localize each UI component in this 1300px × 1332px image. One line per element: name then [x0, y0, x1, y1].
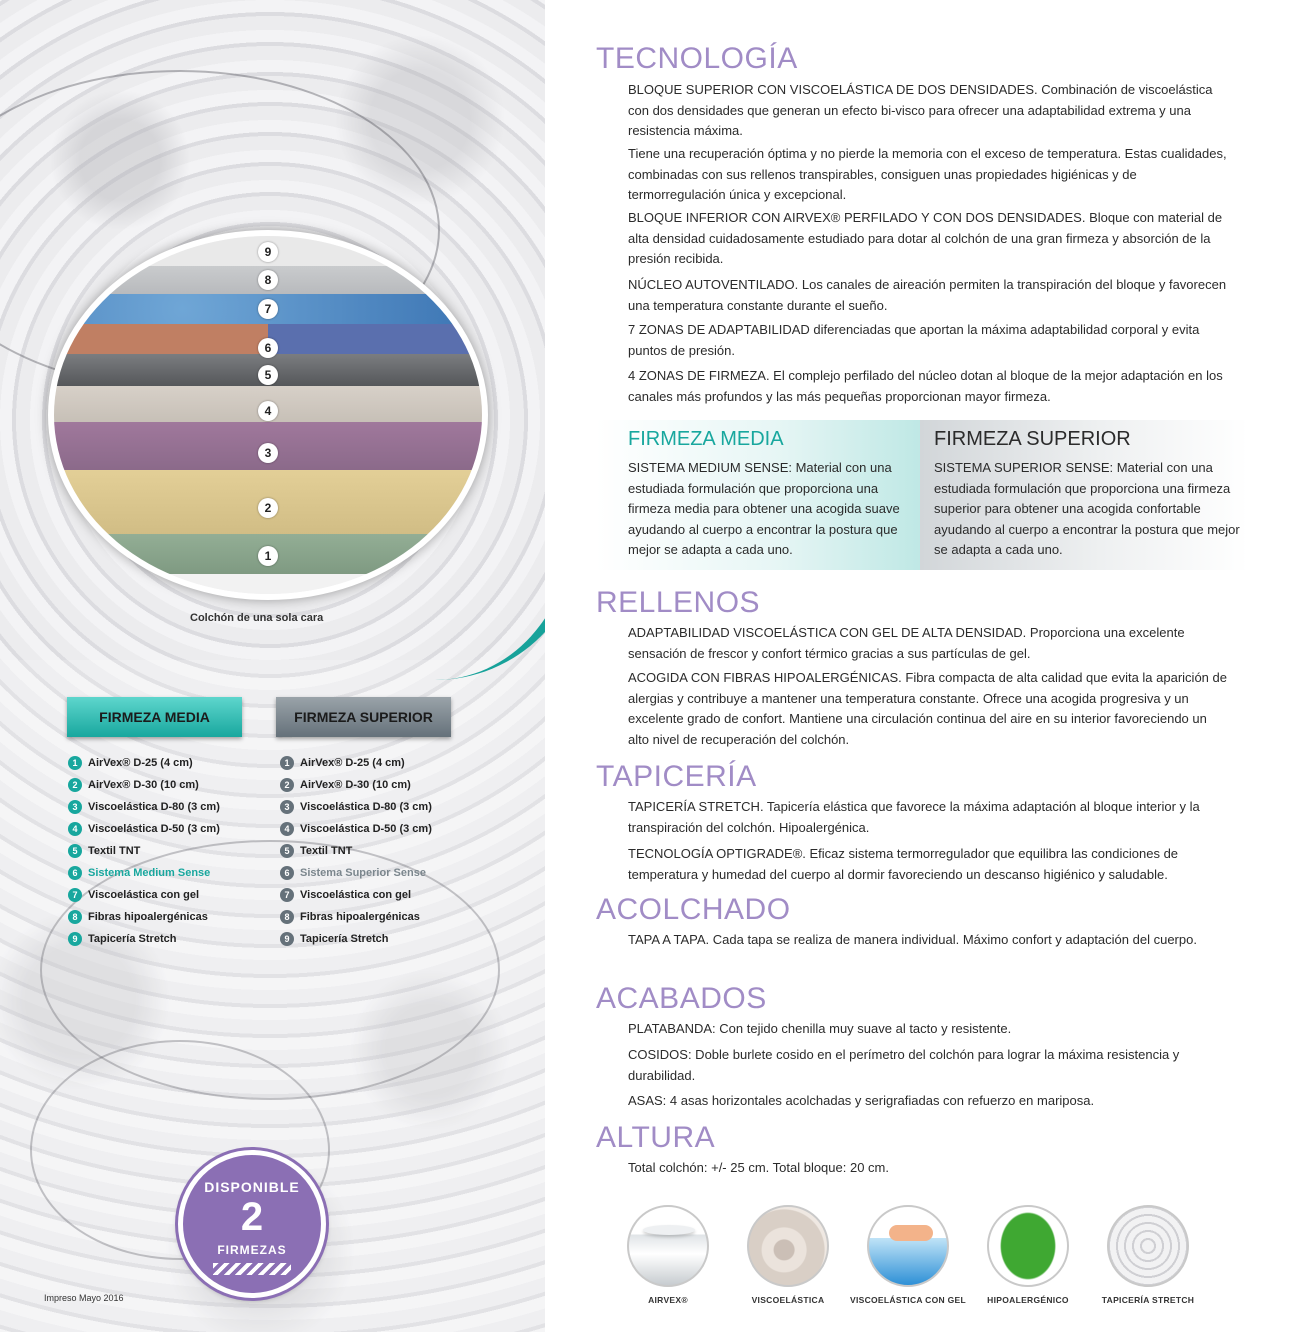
legend-label: Viscoelástica D-50 (3 cm): [88, 823, 220, 835]
legend-label: Viscoelástica D-50 (3 cm): [300, 823, 432, 835]
legend-media: [68, 752, 220, 950]
gel-icon: [867, 1205, 949, 1287]
rellenos-p2: ACOGIDA CON FIBRAS HIPOALERGÉNICAS. Fibra compacta de alta calidad que evita la aparición de alergias y contribuye a mantener una temperatura constante. Ofrece una acogida progresiva y un excelente grado de confort. Mantiene una circulación continua del aire en su interior favoreciendo un alto nivel de recuperación del colchón.: [628, 670, 1227, 747]
legend-number: 8: [68, 910, 82, 924]
base: [54, 574, 482, 600]
mattress-visual-panel: [0, 0, 545, 1332]
legend-label: AirVex® D-30 (10 cm): [300, 779, 411, 791]
feature-airvex: [608, 1205, 728, 1305]
badge-top-text: DISPONIBLE: [204, 1179, 300, 1195]
legend-item: [68, 752, 220, 774]
heading-acabados: ACABADOS: [596, 982, 767, 1015]
layer-number: 8: [258, 270, 278, 290]
legend-item: [68, 840, 220, 862]
legend-label: Textil TNT: [88, 845, 141, 857]
legend-item: [68, 906, 220, 928]
leaf-icon: [987, 1205, 1069, 1287]
firmeza-superior-panel: [920, 420, 1248, 570]
altura-p1: Total colchón: +/- 25 cm. Total bloque: 20 cm.: [628, 1160, 889, 1175]
legend-item: [68, 862, 220, 884]
legend-item: [68, 884, 220, 906]
legend-number: 6: [280, 866, 294, 880]
layer-number: 3: [258, 443, 278, 463]
feature-viscoelastica-gel: [848, 1205, 968, 1305]
legend-label: Tapicería Stretch: [88, 933, 177, 945]
feature-tapiceria-stretch: [1088, 1205, 1208, 1305]
tapiceria-p2: TECNOLOGÍA OPTIGRADE®. Eficaz sistema termorregulador que equilibra las condiciones de temperatura y humedad del cuerpo al dormir favoreciendo un descanso higiénico y saludable.: [628, 846, 1179, 882]
legend-label: AirVex® D-30 (10 cm): [88, 779, 199, 791]
legend-label: Tapicería Stretch: [300, 933, 389, 945]
legend-label: Viscoelástica con gel: [88, 889, 200, 901]
legend-label: AirVex® D-25 (4 cm): [88, 757, 193, 769]
feature-label: VISCOELÁSTICA CON GEL: [849, 1295, 967, 1305]
legend-item: [280, 928, 432, 950]
legend-number: 3: [68, 800, 82, 814]
legend-label: Viscoelástica D-80 (3 cm): [88, 801, 220, 813]
layers-cutaway: [48, 230, 488, 600]
legend-item: [68, 796, 220, 818]
legend-number: 7: [280, 888, 294, 902]
legend-item: [68, 818, 220, 840]
tecnologia-p2: Tiene una recuperación óptima y no pierde la memoria con el exceso de temperatura. Estas cualidades, combinadas con sus rellenos transpirables, consiguen unas propiedades higiénicas y de termorregulación única y excepcional.: [628, 146, 1227, 202]
legend-item: [280, 774, 432, 796]
layer-number: 7: [258, 299, 278, 319]
layer-number: 2: [258, 498, 278, 518]
layer-number: 4: [258, 401, 278, 421]
layer-number: 6: [258, 338, 278, 358]
legend-number: 6: [68, 866, 82, 880]
legend-number: 5: [280, 844, 294, 858]
feature-label: AIRVEX®: [648, 1295, 688, 1305]
legend-number: 4: [68, 822, 82, 836]
legend-number: 5: [68, 844, 82, 858]
acabados-p1: PLATABANDA: Con tejido chenilla muy suave al tacto y resistente.: [628, 1021, 1012, 1036]
tecnologia-p5: 7 ZONAS DE ADAPTABILIDAD diferenciadas que aportan la máxima adaptabilidad corporal y evita puntos de presión.: [628, 322, 1200, 358]
legend-number: 9: [280, 932, 294, 946]
legend-label: Textil TNT: [300, 845, 353, 857]
legend-label: Sistema Medium Sense: [88, 867, 211, 879]
legend-item: [280, 752, 432, 774]
feature-label: VISCOELÁSTICA: [751, 1295, 825, 1305]
feature-label: HIPOALERGÉNICO: [987, 1295, 1069, 1305]
legend-item: [280, 818, 432, 840]
legend-number: 3: [280, 800, 294, 814]
tecnologia-p6: 4 ZONAS DE FIRMEZA. El complejo perfilado del núcleo dotan al bloque de la mejor adaptación en los canales más profundos y las más pequeñas proporcionan mayor firmeza.: [628, 368, 1223, 404]
legend-label: Viscoelástica con gel: [300, 889, 412, 901]
lens-caption: Colchón de una sola cara: [190, 612, 324, 624]
legend-item: [68, 774, 220, 796]
tecnologia-p3: BLOQUE INFERIOR CON AIRVEX® PERFILADO Y CON DOS DENSIDADES. Bloque con material de alta densidad cuidadosamente estudiado para dotar al colchón de una gran firmeza y absorción de la presión recibida.: [628, 210, 1223, 266]
firmeza-superior-text: SISTEMA SUPERIOR SENSE: Material con una estudiada formulación que proporciona una firmeza superior para obtener una acogida confortable ayudando al cuerpo a encontrar la postura que mejor se adapta a cada uno.: [934, 460, 1240, 557]
acabados-p3: ASAS: 4 asas horizontales acolchadas y serigrafiadas con refuerzo en mariposa.: [628, 1093, 1095, 1108]
legend-number: 8: [280, 910, 294, 924]
heading-acolchado: ACOLCHADO: [596, 893, 791, 926]
legend-number: 9: [68, 932, 82, 946]
feature-hipoalergenico: [968, 1205, 1088, 1305]
layer-number: 9: [258, 242, 278, 262]
firmeza-superior-title: FIRMEZA SUPERIOR: [934, 428, 1131, 450]
legend-number: 7: [68, 888, 82, 902]
firmeza-media-title: FIRMEZA MEDIA: [628, 428, 784, 450]
print-date: Impreso Mayo 2016: [44, 1293, 124, 1303]
badge-bottom-text: FIRMEZAS: [217, 1243, 287, 1257]
legend-label: Sistema Superior Sense: [300, 867, 426, 879]
tab-firmeza-media: FIRMEZA MEDIA: [67, 697, 242, 737]
acolchado-p1: TAPA A TAPA. Cada tapa se realiza de manera individual. Máximo confort y adaptación del cuerpo.: [628, 932, 1197, 947]
disponible-badge: [178, 1150, 326, 1298]
legend-number: 1: [280, 756, 294, 770]
firmeza-media-panel: [596, 420, 920, 570]
heading-tapiceria: TAPICERÍA: [596, 760, 757, 793]
legend-label: Fibras hipoalergénicas: [88, 911, 208, 923]
tapiceria-p1: TAPICERÍA STRETCH. Tapicería elástica que favorece la máxima adaptación al bloque interior y la transpiración del colchón. Hipoalergénica.: [628, 799, 1200, 835]
heading-rellenos: RELLENOS: [596, 586, 761, 619]
legend-item: [280, 796, 432, 818]
firmeza-media-text: SISTEMA MEDIUM SENSE: Material con una estudiada formulación que proporciona una firmeza media para obtener una acogida suave ayudando al cuerpo a encontrar la postura que mejor se adapta a cada uno.: [628, 460, 900, 557]
feature-icons: [616, 1205, 1216, 1305]
legend-label: AirVex® D-25 (4 cm): [300, 757, 405, 769]
rellenos-p1: ADAPTABILIDAD VISCOELÁSTICA CON GEL DE ALTA DENSIDAD. Proporciona una excelente sensación de frescor y confort térmico gracias a sus partículas de gel.: [628, 625, 1185, 661]
firmeza-comparison: [596, 420, 1248, 570]
legend-number: 4: [280, 822, 294, 836]
legend-label: Viscoelástica D-80 (3 cm): [300, 801, 432, 813]
badge-number: 2: [240, 1195, 264, 1239]
gray-band: [455, 660, 545, 1332]
fabric-icon: [1107, 1205, 1189, 1287]
acabados-p2: COSIDOS: Doble burlete cosido en el perímetro del colchón para lograr la máxima resistencia y durabilidad.: [628, 1047, 1180, 1083]
tecnologia-p4: NÚCLEO AUTOVENTILADO. Los canales de aireación permiten la transpiración del bloque y favorecen una temperatura constante durante el sueño.: [628, 277, 1227, 313]
badge-stripes: [213, 1263, 291, 1275]
heading-altura: ALTURA: [596, 1121, 716, 1154]
airvex-icon: [627, 1205, 709, 1287]
layer-number: 5: [258, 365, 278, 385]
legend-item: [280, 840, 432, 862]
legend-number: 2: [68, 778, 82, 792]
legend-label: Fibras hipoalergénicas: [300, 911, 420, 923]
heading-tecnologia: TECNOLOGÍA: [596, 42, 798, 75]
legend-number: 1: [68, 756, 82, 770]
layer-number: 1: [258, 546, 278, 566]
feature-label: TAPICERÍA STRETCH: [1101, 1295, 1195, 1305]
legend-item: [68, 928, 220, 950]
viscoelastica-icon: [747, 1205, 829, 1287]
legend-item: [280, 906, 432, 928]
legend-number: 2: [280, 778, 294, 792]
legend-item: [280, 862, 432, 884]
feature-viscoelastica: [728, 1205, 848, 1305]
tab-firmeza-superior: FIRMEZA SUPERIOR: [276, 697, 451, 737]
legend-item: [280, 884, 432, 906]
tecnologia-p1: BLOQUE SUPERIOR CON VISCOELÁSTICA DE DOS DENSIDADES. Combinación de viscoelástica con dos densidades que generan un efecto bi-visco para ofrecer una adaptabilidad extrema y una resistencia máxima.: [628, 82, 1213, 138]
legend-superior: [280, 752, 432, 950]
